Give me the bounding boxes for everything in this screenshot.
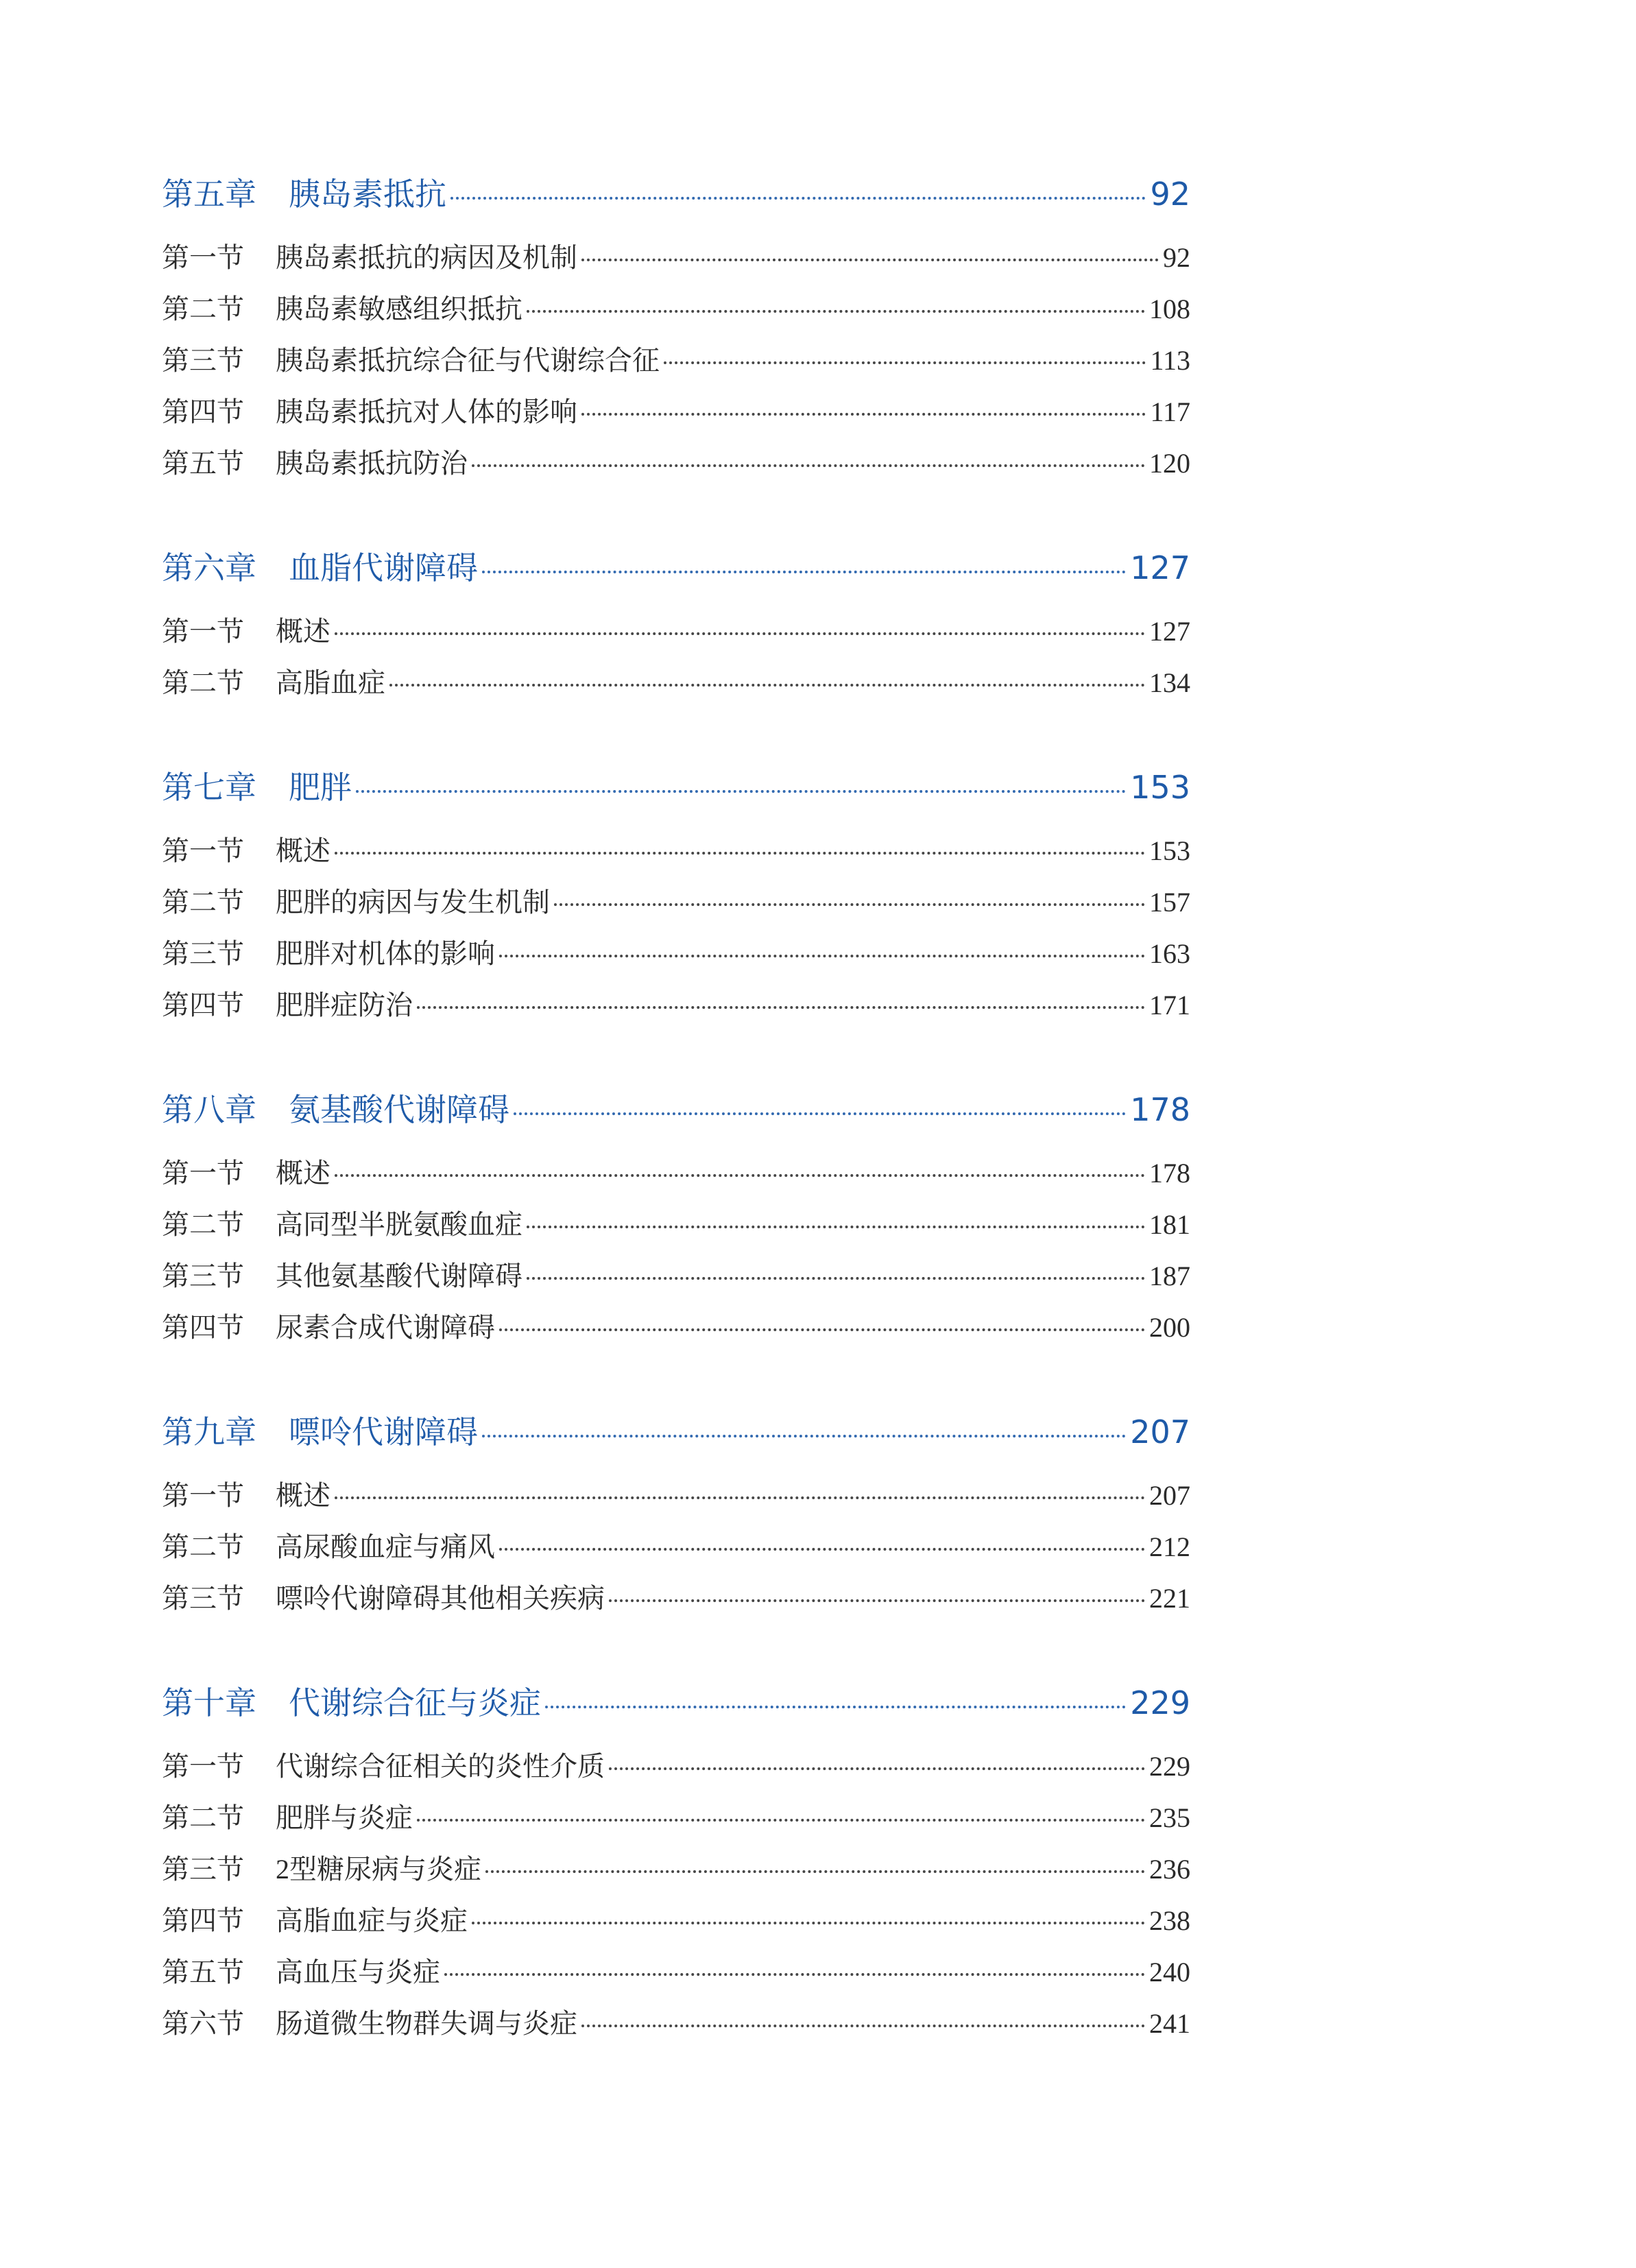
section-title: 胰岛素抵抗综合征与代谢综合征 (276, 345, 660, 376)
section-entry[interactable] (162, 825, 1190, 876)
section-entry[interactable] (162, 335, 1190, 386)
chapter-page-number: 207 (1130, 1413, 1190, 1451)
dot-leader (335, 1174, 1145, 1177)
section-page-number: 117 (1150, 396, 1190, 427)
dot-leader (472, 464, 1145, 467)
section-entry[interactable] (162, 979, 1190, 1031)
section-page-number: 120 (1149, 448, 1190, 479)
section-number: 第一节 (162, 1480, 244, 1511)
section-number: 第六节 (162, 2008, 244, 2039)
chapter-title: 胰岛素抵抗 (289, 176, 446, 213)
section-number: 第四节 (162, 396, 244, 427)
section-number: 第二节 (162, 1802, 244, 1833)
section-title: 概述 (276, 1480, 330, 1511)
section-page-number: 212 (1149, 1531, 1190, 1562)
dot-leader (514, 1112, 1126, 1115)
section-number: 第四节 (162, 1312, 244, 1343)
dot-leader (417, 1819, 1145, 1822)
dot-leader (444, 1973, 1145, 1976)
section-number: 第三节 (162, 938, 244, 969)
section-title: 高脂血症 (276, 667, 385, 698)
chapter-page-number: 153 (1130, 769, 1190, 806)
dot-leader (664, 361, 1146, 364)
section-entry[interactable] (162, 876, 1190, 928)
section-title: 概述 (276, 1158, 330, 1189)
section-entry[interactable] (162, 1843, 1190, 1895)
section-number: 第三节 (162, 1583, 244, 1614)
chapter-page-number: 92 (1150, 176, 1190, 213)
section-page-number: 187 (1149, 1261, 1190, 1291)
section-entry[interactable] (162, 1895, 1190, 1946)
section-title: 肥胖的病因与发生机制 (276, 887, 550, 918)
section-page-number: 163 (1149, 938, 1190, 969)
section-number: 第二节 (162, 1209, 244, 1240)
chapter-block (162, 1672, 1190, 2049)
chapter-block (162, 537, 1190, 708)
section-number: 第四节 (162, 990, 244, 1020)
dot-leader (499, 955, 1145, 957)
chapter-title: 血脂代谢障碍 (289, 549, 478, 586)
section-entry[interactable] (162, 657, 1190, 708)
section-number: 第一节 (162, 616, 244, 647)
section-entry[interactable] (162, 606, 1190, 657)
dot-leader (389, 684, 1145, 687)
section-entry[interactable] (162, 1741, 1190, 1792)
chapter-block (162, 163, 1190, 489)
section-page-number: 240 (1149, 1957, 1190, 1988)
section-page-number: 241 (1149, 2008, 1190, 2039)
section-page-number: 153 (1149, 835, 1190, 866)
section-title: 其他氨基酸代谢障碍 (276, 1261, 522, 1291)
dot-leader (482, 1435, 1126, 1437)
dot-leader (335, 1496, 1145, 1499)
section-entry[interactable] (162, 283, 1190, 335)
section-entry[interactable] (162, 1470, 1190, 1521)
dot-leader (527, 1226, 1145, 1228)
section-number: 第四节 (162, 1905, 244, 1936)
dot-leader (482, 571, 1126, 573)
chapter-number: 第十章 (162, 1684, 256, 1721)
chapter-number: 第五章 (162, 176, 256, 213)
dot-leader (554, 903, 1145, 906)
dot-leader (527, 310, 1145, 313)
section-number: 第三节 (162, 1261, 244, 1291)
dot-leader (335, 632, 1145, 635)
chapter-block (162, 1079, 1190, 1353)
section-page-number: 92 (1163, 242, 1190, 273)
section-entry[interactable] (162, 1573, 1190, 1624)
dot-leader (485, 1870, 1145, 1873)
section-page-number: 108 (1149, 294, 1190, 324)
dot-leader (545, 1706, 1126, 1708)
section-title: 肥胖与炎症 (276, 1802, 413, 1833)
dot-leader (450, 197, 1146, 200)
section-number: 第一节 (162, 1158, 244, 1189)
chapter-page-number: 178 (1130, 1091, 1190, 1128)
section-title: 肥胖对机体的影响 (276, 938, 495, 969)
section-page-number: 200 (1149, 1312, 1190, 1343)
section-number: 第三节 (162, 345, 244, 376)
chapter-title: 氨基酸代谢障碍 (289, 1091, 509, 1128)
section-page-number: 181 (1149, 1209, 1190, 1240)
chapter-entry[interactable] (162, 1079, 1190, 1141)
chapter-number: 第七章 (162, 769, 256, 806)
dot-leader (581, 2025, 1145, 2027)
section-page-number: 113 (1150, 345, 1190, 376)
section-entry[interactable] (162, 1199, 1190, 1250)
section-title: 高血压与炎症 (276, 1957, 440, 1988)
section-entry[interactable] (162, 1998, 1190, 2049)
dot-leader (499, 1328, 1145, 1331)
section-page-number: 235 (1149, 1802, 1190, 1833)
section-number: 第二节 (162, 887, 244, 918)
chapter-title: 嘌呤代谢障碍 (289, 1413, 478, 1451)
section-entry[interactable] (162, 1521, 1190, 1573)
section-title: 嘌呤代谢障碍其他相关疾病 (276, 1583, 605, 1614)
dot-leader (581, 259, 1159, 261)
section-title: 概述 (276, 616, 330, 647)
chapter-page-number: 229 (1130, 1684, 1190, 1721)
chapter-entry[interactable] (162, 163, 1190, 225)
section-number: 第一节 (162, 1751, 244, 1782)
section-title: 肥胖症防治 (276, 990, 413, 1020)
chapter-entry[interactable] (162, 537, 1190, 599)
chapter-number: 第八章 (162, 1091, 256, 1128)
section-title: 高尿酸血症与痛风 (276, 1531, 495, 1562)
chapter-entry[interactable] (162, 1672, 1190, 1734)
section-entry[interactable] (162, 928, 1190, 979)
section-entry[interactable] (162, 232, 1190, 283)
section-number: 第二节 (162, 1531, 244, 1562)
section-title: 尿素合成代谢障碍 (276, 1312, 495, 1343)
section-number: 第二节 (162, 294, 244, 324)
chapter-title: 代谢综合征与炎症 (289, 1684, 541, 1721)
dot-leader (472, 1922, 1145, 1924)
section-entry[interactable] (162, 1147, 1190, 1199)
section-page-number: 134 (1149, 667, 1190, 698)
dot-leader (527, 1277, 1145, 1280)
section-entry[interactable] (162, 1250, 1190, 1302)
dot-leader (356, 790, 1126, 793)
section-page-number: 178 (1149, 1158, 1190, 1189)
chapter-number: 第六章 (162, 549, 256, 586)
chapter-entry[interactable] (162, 1401, 1190, 1463)
section-page-number: 207 (1149, 1480, 1190, 1511)
dot-leader (581, 413, 1146, 416)
section-entry[interactable] (162, 1946, 1190, 1998)
dot-leader (609, 1767, 1145, 1770)
section-number: 第五节 (162, 448, 244, 479)
section-title: 胰岛素抵抗对人体的影响 (276, 396, 577, 427)
section-number: 第三节 (162, 1854, 244, 1885)
section-number: 第一节 (162, 835, 244, 866)
chapter-page-number: 127 (1130, 549, 1190, 586)
section-entry[interactable] (162, 438, 1190, 489)
chapter-title: 肥胖 (289, 769, 352, 806)
section-entry[interactable] (162, 386, 1190, 438)
dot-leader (335, 852, 1145, 855)
section-title: 胰岛素敏感组织抵抗 (276, 294, 522, 324)
table-of-contents (162, 163, 1190, 2097)
section-number: 第五节 (162, 1957, 244, 1988)
section-title: 胰岛素抵抗的病因及机制 (276, 242, 577, 273)
section-title: 概述 (276, 835, 330, 866)
section-page-number: 229 (1149, 1751, 1190, 1782)
section-entry[interactable] (162, 1302, 1190, 1353)
section-title: 高脂血症与炎症 (276, 1905, 468, 1936)
section-title: 胰岛素抵抗防治 (276, 448, 468, 479)
chapter-block (162, 1401, 1190, 1624)
section-page-number: 157 (1149, 887, 1190, 918)
dot-leader (417, 1006, 1145, 1009)
section-number: 第一节 (162, 242, 244, 273)
section-title: 肠道微生物群失调与炎症 (276, 2008, 577, 2039)
chapter-entry[interactable] (162, 756, 1190, 818)
chapter-number: 第九章 (162, 1413, 256, 1451)
section-entry[interactable] (162, 1792, 1190, 1843)
dot-leader (609, 1599, 1145, 1602)
section-number: 第二节 (162, 667, 244, 698)
section-title: 2型糖尿病与炎症 (276, 1854, 481, 1885)
section-title: 代谢综合征相关的炎性介质 (276, 1751, 605, 1782)
section-page-number: 171 (1149, 990, 1190, 1020)
section-page-number: 238 (1149, 1905, 1190, 1936)
section-page-number: 221 (1149, 1583, 1190, 1614)
section-page-number: 127 (1149, 616, 1190, 647)
chapter-block (162, 756, 1190, 1031)
section-page-number: 236 (1149, 1854, 1190, 1885)
dot-leader (499, 1548, 1145, 1551)
section-title: 高同型半胱氨酸血症 (276, 1209, 522, 1240)
